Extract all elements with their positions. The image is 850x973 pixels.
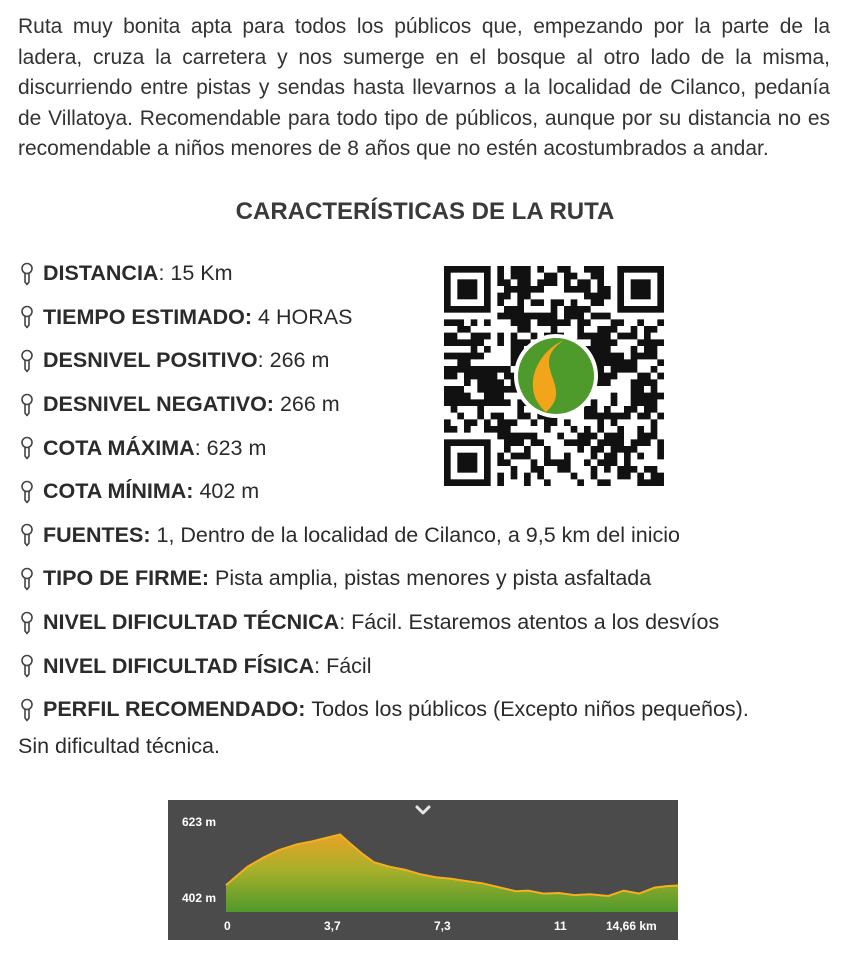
x-tick-label: 11 <box>554 919 567 933</box>
spec-label: TIEMPO ESTIMADO: <box>43 304 253 329</box>
spec-value: 1, Dentro de la localidad de Cilanco, a 9,5 km del inicio <box>156 522 680 547</box>
spec-label: DESNIVEL POSITIVO <box>43 348 258 373</box>
map-pin-icon <box>18 305 36 329</box>
elevation-plot <box>168 800 678 940</box>
map-pin-icon <box>18 349 36 373</box>
spec-label: COTA MÁXIMA <box>43 435 195 460</box>
spec-item <box>18 688 749 732</box>
spec-label: FUENTES: <box>43 522 151 547</box>
map-pin-icon <box>18 480 36 504</box>
map-pin-icon <box>18 698 36 722</box>
y-max-label: 623 m <box>182 815 217 829</box>
elevation-profile-chart <box>168 800 678 940</box>
spec-value: Fácil. Estaremos atentos a los desvíos <box>351 610 720 635</box>
spec-value: 623 m <box>206 435 267 460</box>
spec-label: NIVEL DIFICULTAD FÍSICA <box>43 653 315 678</box>
extra-note: Sin dificultad técnica. <box>18 734 220 758</box>
spec-item <box>18 601 749 645</box>
map-pin-icon <box>18 393 36 417</box>
spec-value: 266 m <box>269 348 330 373</box>
map-pin-icon <box>18 262 36 286</box>
spec-value: Fácil <box>326 653 372 678</box>
x-tick-label: 0 <box>224 919 231 933</box>
map-pin-icon <box>18 654 36 678</box>
spec-separator: : <box>339 610 352 635</box>
map-pin-icon <box>18 523 36 547</box>
x-tick-label: 14,66 km <box>606 919 657 933</box>
spec-value: Todos los públicos (Excepto niños pequeños). <box>311 697 749 722</box>
spec-value: 266 m <box>279 392 340 417</box>
qr-finder <box>444 439 491 486</box>
spec-value: Pista amplia, pistas menores y pista asfaltada <box>215 566 652 591</box>
spec-label: COTA MÍNIMA: <box>43 479 194 504</box>
leaf-logo-icon <box>514 334 598 418</box>
spec-label: TIPO DE FIRME: <box>43 566 210 591</box>
section-title: CARACTERÍSTICAS DE LA RUTA <box>235 198 615 225</box>
x-tick-label: 3,7 <box>324 919 341 933</box>
x-tick-label: 7,3 <box>434 919 451 933</box>
spec-label: DISTANCIA <box>43 261 159 286</box>
spec-separator: : <box>314 653 327 678</box>
map-pin-icon <box>18 436 36 460</box>
spec-separator: : <box>158 261 171 286</box>
spec-separator: : <box>194 435 207 460</box>
spec-value: 15 Km <box>170 261 233 286</box>
spec-label: NIVEL DIFICULTAD TÉCNICA <box>43 610 340 635</box>
spec-value: 402 m <box>199 479 260 504</box>
spec-label: PERFIL RECOMENDADO: <box>43 697 306 722</box>
spec-item <box>18 557 749 601</box>
qr-finder <box>444 266 491 313</box>
spec-label: DESNIVEL NEGATIVO: <box>43 392 274 417</box>
map-pin-icon <box>18 611 36 635</box>
qr-code <box>444 266 664 488</box>
route-description: Ruta muy bonita apta para todos los públicos que, empezando por la parte de la ladera, cruza la carretera y nos sumerge en el bosque al otro lado de la misma, discurriendo entre pistas y sendas hasta llevarnos a la localidad de Cilanco, pedanía de Villatoya. Recomendable para todo tipo de públicos, aunque por su distancia no es recomendable a niños menores de 8 años que no estén acostumbrados a andar. <box>18 15 830 160</box>
spec-separator: : <box>257 348 270 373</box>
spec-item <box>18 644 749 688</box>
spec-item <box>18 514 749 558</box>
qr-finder <box>617 266 664 313</box>
y-min-label: 402 m <box>182 891 217 905</box>
spec-value: 4 HORAS <box>258 304 353 329</box>
map-pin-icon <box>18 567 36 591</box>
